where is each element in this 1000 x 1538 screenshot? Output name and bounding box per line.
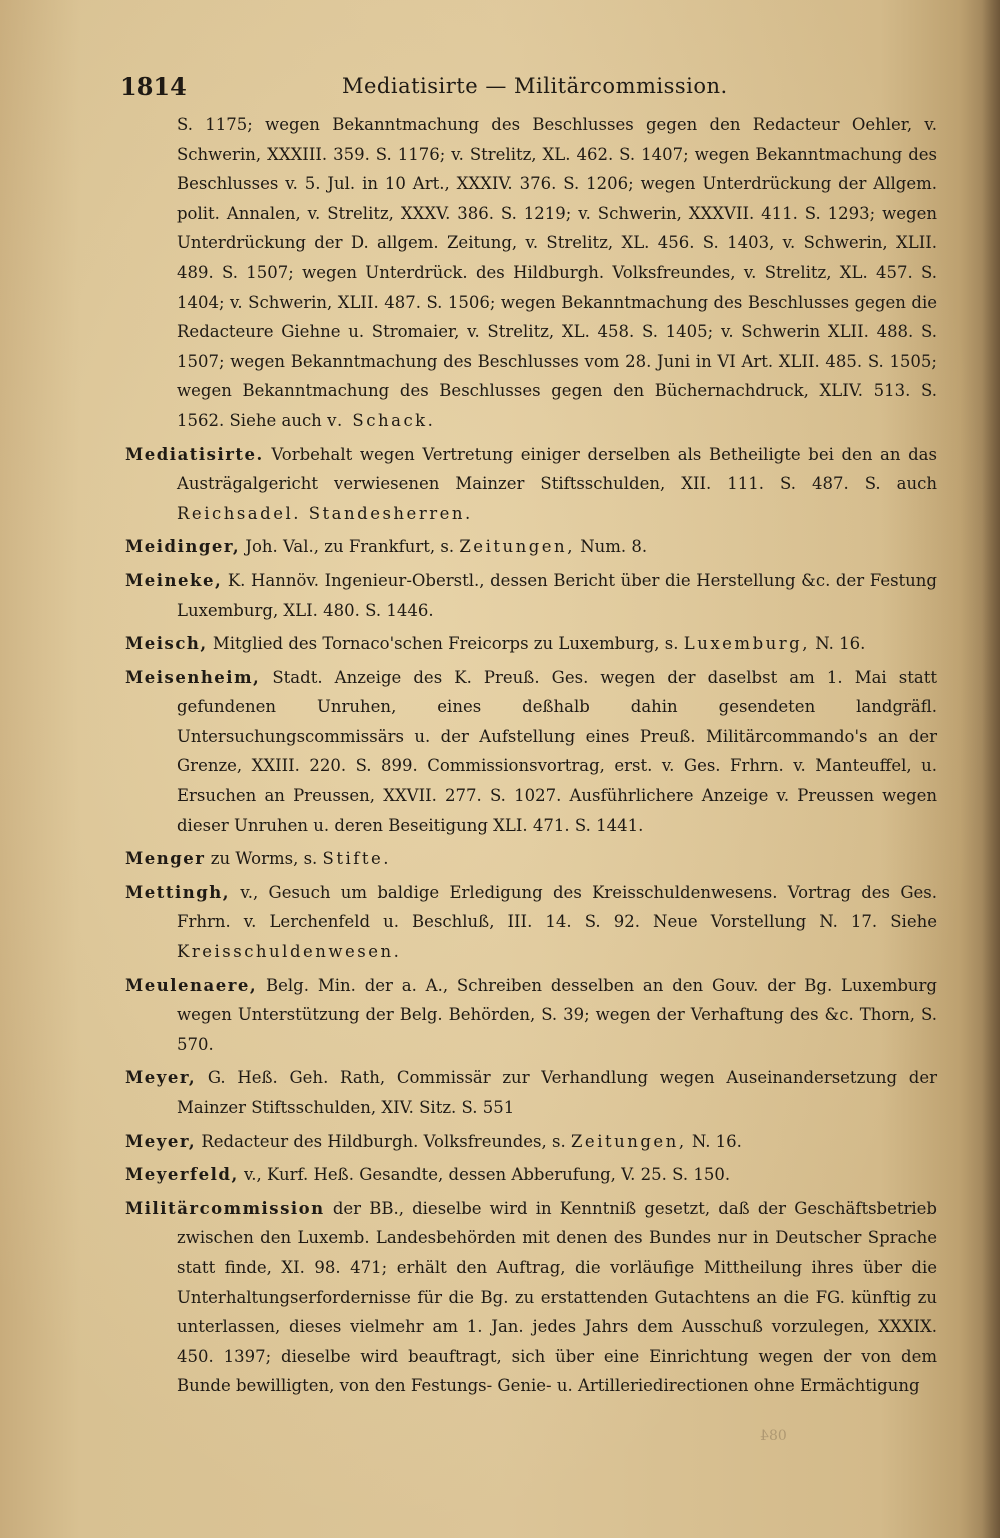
entry-see-reference: Reichsadel. Standesherren. (177, 503, 473, 523)
entry-headword: Meineke, (125, 570, 223, 590)
entry-headword: Meisch, (125, 634, 208, 654)
entry-headword: Meulenaere, (125, 975, 258, 995)
index-entry (125, 1194, 937, 1401)
index-entry (125, 110, 937, 436)
entry-text: S. 1175; wegen Bekanntmachung des Beschlusses gegen den Redacteur Oehler, v. Schwerin, XXXIII. 359. S. 1176; v. Strelitz, XL. 462. S. 1407; wegen Bekanntmachung des Beschlusses v. 5. Jul. in 10 Art., XXXIV. 376. S. 1206; wegen Unterdrückung der Allgem. polit. Annalen, v. Strelitz, XXXV. 386. S. 1219; v. Schwerin, XXXVII. 411. S. 1293; wegen Unterdrückung der D. allgem. Zeitung, v. Strelitz, XL. 456. S. 1403, v. Schwerin, XLII. 489. S. 1507; wegen Unterdrück. des Hildburgh. Volksfreundes, v. Strelitz, XL. 457. S. 1404; v. Schwerin, XLII. 487. S. 1506; wegen Bekanntmachung des Beschlusses gegen die Redacteure Giehne u. Stromaier, v. Strelitz, XL. 458. S. 1405; v. Schwerin XLII. 488. S. 1507; wegen Bekanntmachung des Beschlusses vom 28. Juni in VI Art. XLII. 485. S. 1505; wegen Bekanntmachung des Beschlusses gegen den Büchernachdruck, XLIV. 513. S. 1562. (177, 115, 937, 430)
entry-headword: Militärcommission (125, 1198, 325, 1218)
page-number: 1814 (120, 72, 187, 101)
bleed-through-text: 084 (760, 1428, 787, 1444)
index-entry (125, 844, 937, 874)
entry-headword: Mettingh, (125, 882, 231, 902)
entry-see-reference: Luxemburg, (683, 634, 810, 654)
index-entry (125, 532, 937, 562)
index-entry (125, 629, 937, 659)
entry-text: Vorbehalt wegen Vertretung einiger derselben als Betheiligte bei den an das Austrägalgericht verwiesenen Mainzer Stiftsschulden, XII. 111. S. 487. (177, 444, 937, 494)
entry-see-reference: Zeitungen, (570, 1131, 687, 1151)
entry-see-reference: v. Schack. (327, 410, 436, 430)
entry-text: Mitglied des Tornaco'schen Freicorps zu Luxemburg, s. (212, 634, 679, 654)
index-entry (125, 440, 937, 529)
index-entry (125, 1160, 937, 1190)
index-entry (125, 1063, 937, 1122)
entry-see-reference: Zeitungen, (459, 537, 575, 557)
entry-headword: Menger (125, 849, 206, 869)
entry-headword: Meyer, (125, 1131, 197, 1151)
running-head: Mediatisirte — Militärcommission. (342, 74, 728, 98)
index-entry (125, 878, 937, 967)
page-header (120, 72, 940, 108)
entry-text: K. Hannöv. Ingenieur-Oberstl., dessen Bericht über die Herstellung &c. der Festung Luxemburg, XLI. 480. S. 1446. (177, 570, 937, 620)
page-edge-shadow (982, 0, 1000, 1538)
entry-text: v., Gesuch um baldige Erledigung des Kreisschuldenwesens. Vortrag des Ges. Frhrn. v. Lerchenfeld u. Beschluß, III. 14. S. 92. Neue Vorstellung N. 17. (177, 882, 937, 932)
entry-text: Belg. Min. der a. A., Schreiben desselben an den Gouv. der Bg. Luxemburg wegen Unterstützung der Belg. Behörden, S. 39; wegen der Verhaftung des &c. Thorn, S. 570. (177, 975, 937, 1054)
entry-see-prefix: S. auch (864, 474, 937, 494)
index-entry (125, 566, 937, 625)
entry-see-prefix: Siehe (890, 912, 937, 932)
entry-headword: Meidinger, (125, 537, 241, 557)
entry-text: Stadt. Anzeige des K. Preuß. Ges. wegen der daselbst am 1. Mai statt gefundenen Unruhen, eines deßhalb dahin gesendeten landgräfl. Untersuchungscommissärs u. der Aufstellung eines Preuß. Militärcommando's an der Grenze, XXIII. 220. S. 899. Commissionsvortrag, erst. v. Ges. Frhrn. v. Manteuffel, u. Ersuchen an Preussen, XXVII. 277. S. 1027. Ausführlichere Anzeige v. Preussen wegen dieser Unruhen u. deren Beseitigung XLI. 471. S. 1441. (177, 667, 937, 835)
index-entries (125, 110, 937, 1430)
entry-text: G. Heß. Geh. Rath, Commissär zur Verhandlung wegen Auseinandersetzung der Mainzer Stiftsschulden, XIV. Sitz. S. 551 (177, 1068, 938, 1117)
entry-tail: Num. 8. (580, 537, 648, 557)
entry-see-reference: Stifte. (322, 849, 392, 869)
entry-text: Joh. Val., zu Frankfurt, s. (245, 537, 455, 557)
entry-tail: N. 16. (815, 634, 866, 654)
entry-headword: Meyerfeld, (125, 1165, 239, 1185)
index-entry (125, 1127, 937, 1157)
entry-text: v., Kurf. Heß. Gesandte, dessen Abberufung, V. 25. S. 150. (243, 1165, 731, 1185)
index-entry (125, 971, 937, 1060)
entry-headword: Meisenheim, (125, 667, 261, 687)
entry-see-prefix: Siehe auch (229, 410, 322, 430)
entry-text: Redacteur des Hildburgh. Volksfreundes, s. (201, 1131, 566, 1151)
entry-headword: Mediatisirte. (125, 444, 264, 464)
entry-text: zu Worms, s. (210, 849, 318, 869)
entry-text: der BB., dieselbe wird in Kenntniß gesetzt, daß der Geschäftsbetrieb zwischen den Luxemb. Landesbehörden mit denen des Bundes nur in Deutscher Sprache statt finde, XI. 98. 471; erhält den Auftrag, die vorläufige Mittheilung ihres über die Unterhaltungserfordernisse für die Bg. zu erstattenden Gutachtens an die FG. künftig zu unterlassen, dieses vielmehr am 1. Jan. jedes Jahrs dem Ausschuß vorzulegen, XXXIX. 450. 1397; dieselbe wird beauftragt, sich über eine Einrichtung wegen der von dem Bunde bewilligten, von den Festungs- Genie- u. Artilleriedirectionen ohne Ermächtigung (177, 1198, 937, 1396)
entry-see-reference: Kreisschuldenwesen. (177, 942, 402, 962)
index-entry (125, 663, 937, 841)
entry-headword: Meyer, (125, 1068, 197, 1088)
entry-tail: N. 16. (691, 1131, 742, 1151)
